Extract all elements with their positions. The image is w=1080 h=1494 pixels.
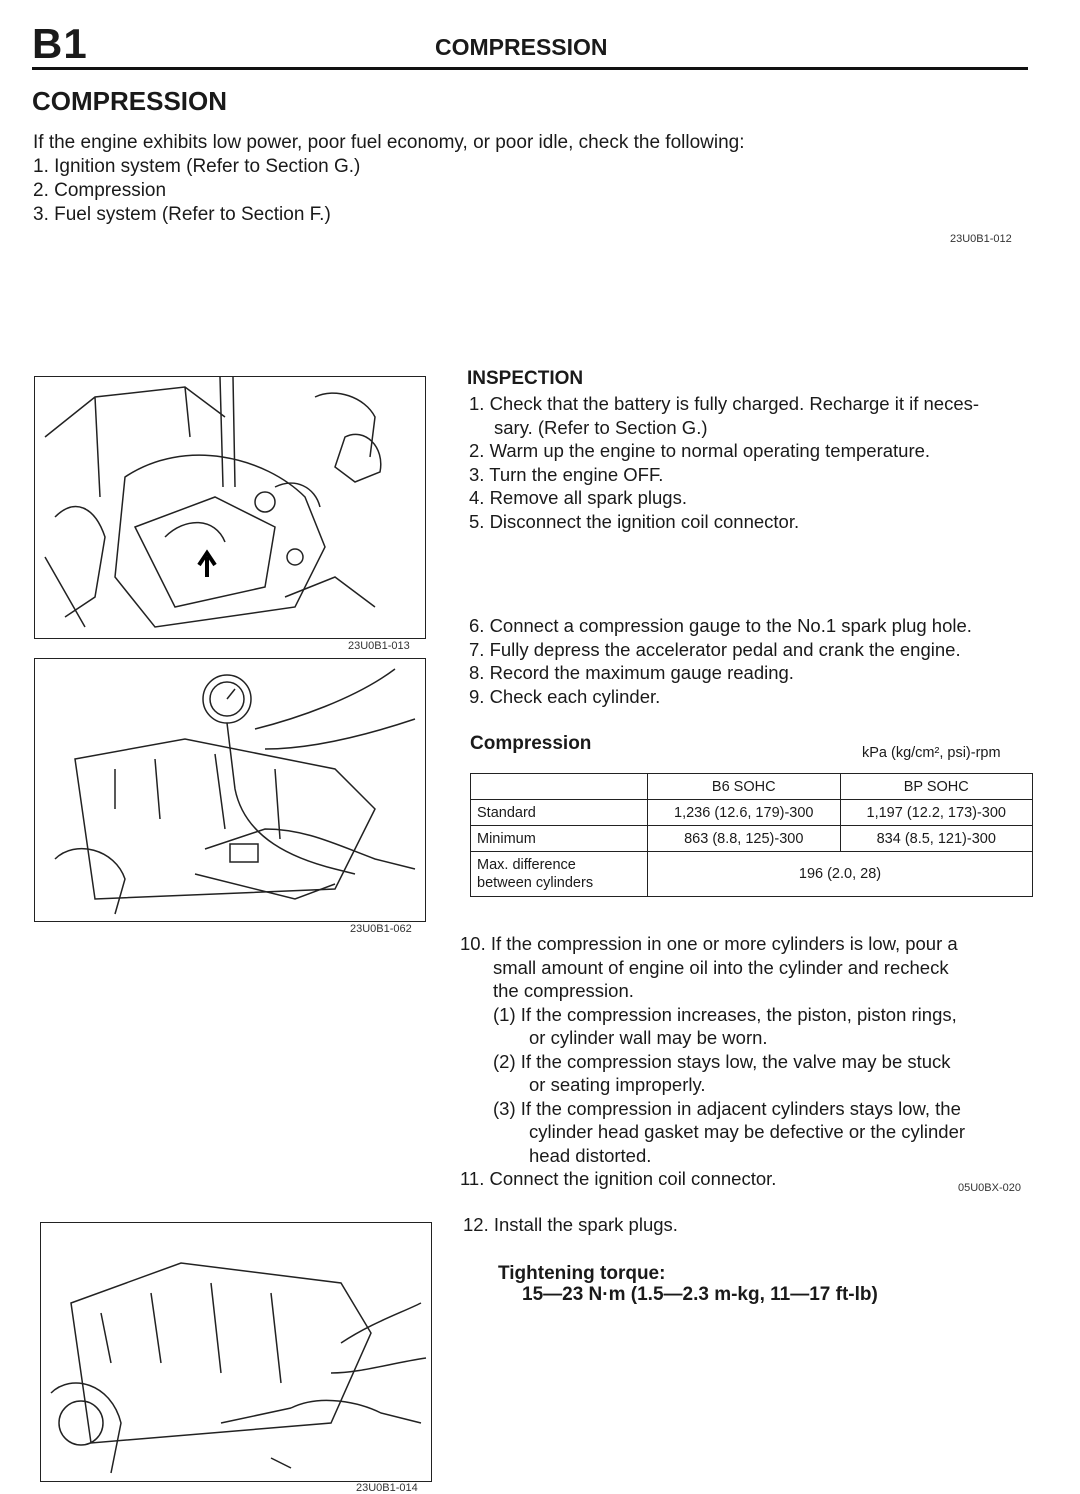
intro-item: 2. Compression: [33, 180, 167, 201]
page-title: COMPRESSION: [32, 86, 228, 116]
torque-heading: Tightening torque:: [498, 1263, 666, 1284]
table-header-cell: [471, 774, 648, 800]
row-label: [471, 852, 648, 897]
header-rule: [32, 67, 1028, 70]
substep-line: cylinder head gasket may be defective or the cylinder: [529, 1121, 966, 1142]
row-label-line: Max. difference: [477, 857, 576, 873]
inspection-heading: INSPECTION: [467, 368, 584, 389]
substep-line: head distorted.: [529, 1144, 652, 1166]
figure-code: 23U0B1-013: [348, 640, 410, 652]
table-cell: 863 (8.8, 125)-300: [648, 826, 841, 852]
substep-line: (3) If the compression in adjacent cylinders stays low, the: [493, 1097, 961, 1119]
step-line: 8. Record the maximum gauge reading.: [469, 662, 794, 683]
step-line: 3. Turn the engine OFF.: [469, 463, 664, 485]
step-line: 9. Check each cylinder.: [469, 685, 661, 707]
table-row: [471, 800, 1033, 826]
table-cell: 196 (2.0, 28): [648, 852, 1033, 897]
step-line: 4. Remove all spark plugs.: [469, 487, 687, 508]
step-line: 7. Fully depress the accelerator pedal and crank the engine.: [469, 638, 961, 660]
table-row: [471, 852, 1033, 897]
substep-line: (1) If the compression increases, the piston, piston rings,: [493, 1003, 957, 1025]
figure-compression-gauge: [34, 658, 426, 922]
step-line: the compression.: [493, 980, 634, 1001]
compression-units: kPa (kg/cm², psi)-rpm: [862, 745, 1001, 761]
step-line: 6. Connect a compression gauge to the No.1 spark plug hole.: [469, 615, 972, 636]
step-line: 5. Disconnect the ignition coil connector.: [469, 510, 800, 532]
intro-block: [33, 131, 745, 227]
step-11-code: 05U0BX-020: [958, 1182, 1021, 1194]
inspection-steps-1-5: [469, 392, 979, 533]
section-code: B1: [32, 20, 88, 67]
row-label-line: between cylinders: [477, 875, 594, 891]
step-10-block: [460, 932, 965, 1191]
table-header-row: [471, 774, 1033, 800]
figure-code: 23U0B1-014: [356, 1482, 418, 1494]
step-line: 1. Check that the battery is fully charged. Recharge it if neces-: [469, 393, 980, 414]
header-title: COMPRESSION: [435, 34, 608, 60]
table-cell: 1,236 (12.6, 179)-300: [648, 800, 841, 826]
figure-spark-plug-install: [40, 1222, 432, 1482]
table-header-cell: BP SOHC: [840, 774, 1033, 800]
figure-code: 23U0B1-062: [350, 923, 412, 935]
compression-gauge-illustration: [35, 659, 425, 921]
step-12: 12. Install the spark plugs.: [463, 1214, 678, 1235]
inspection-steps-6-9: [469, 614, 972, 708]
table-cell: 834 (8.5, 121)-300: [840, 826, 1033, 852]
step-line: small amount of engine oil into the cylinder and recheck: [493, 956, 949, 978]
substep-line: or seating improperly.: [529, 1074, 706, 1095]
step-line: sary. (Refer to Section G.): [494, 416, 708, 438]
compression-spec-table: [470, 773, 1033, 897]
step-line: 10. If the compression in one or more cylinders is low, pour a: [460, 933, 958, 954]
row-label: Minimum: [471, 826, 648, 852]
step-line: 2. Warm up the engine to normal operating temperature.: [469, 440, 931, 461]
figure-ignition-coil-connector: [34, 376, 426, 639]
substep-line: (2) If the compression stays low, the valve may be stuck: [493, 1050, 951, 1072]
torque-value: 15—23 N·m (1.5—2.3 m-kg, 11—17 ft-lb): [522, 1284, 878, 1305]
step-line: 11. Connect the ignition coil connector.: [460, 1168, 777, 1189]
engine-bay-illustration: [35, 377, 425, 638]
table-header-cell: B6 SOHC: [648, 774, 841, 800]
intro-code: 23U0B1-012: [950, 233, 1012, 245]
spark-plug-install-illustration: [41, 1223, 431, 1481]
compression-heading: Compression: [470, 733, 592, 754]
intro-lead: If the engine exhibits low power, poor fuel economy, or poor idle, check the following:: [33, 132, 745, 153]
intro-item: 1. Ignition system (Refer to Section G.): [33, 156, 361, 177]
row-label: Standard: [471, 800, 648, 826]
substep-line: or cylinder wall may be worn.: [529, 1027, 768, 1048]
table-cell: 1,197 (12.2, 173)-300: [840, 800, 1033, 826]
table-row: [471, 826, 1033, 852]
intro-item: 3. Fuel system (Refer to Section F.): [33, 204, 331, 225]
